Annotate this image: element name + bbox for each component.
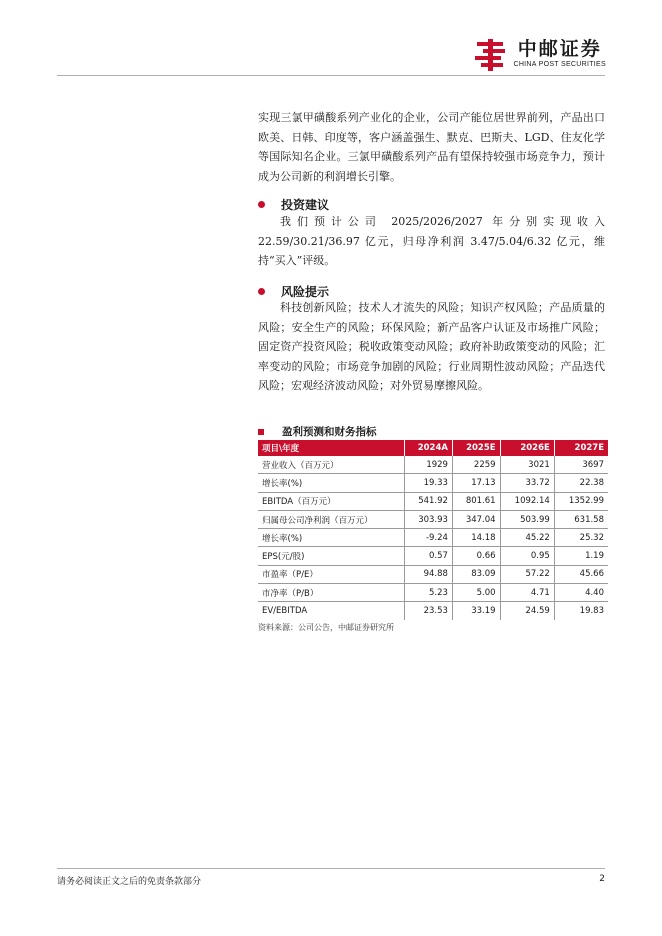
logo-chinese-text: 中邮证券 <box>517 38 602 60</box>
company-logo <box>473 38 606 72</box>
value-cell: 503.99 <box>500 510 554 528</box>
value-cell: 24.59 <box>500 602 554 620</box>
value-cell: 4.40 <box>554 584 608 602</box>
table-title <box>258 424 377 439</box>
header-cell: 2024A <box>404 440 452 456</box>
table-row <box>258 492 608 510</box>
value-cell: 33.72 <box>500 474 554 492</box>
value-cell: 25.32 <box>554 529 608 547</box>
table-row <box>258 510 608 528</box>
value-cell: 23.53 <box>404 602 452 620</box>
value-cell: 45.66 <box>554 565 608 583</box>
table-row <box>258 547 608 565</box>
row-label-cell: 市盈率（P/E） <box>258 565 404 583</box>
header-cell: 2026E <box>500 440 554 456</box>
value-cell: 0.66 <box>452 547 500 565</box>
row-label-cell: EV/EBITDA <box>262 606 308 617</box>
table-row <box>258 565 608 583</box>
header-cell: 2027E <box>554 440 608 456</box>
header-cell: 2025E <box>452 440 500 456</box>
value-cell: 14.18 <box>452 529 500 547</box>
table-title-text: 盈利预测和财务指标 <box>282 426 377 438</box>
china-post-logo-icon <box>473 38 509 72</box>
value-cell: 94.88 <box>404 565 452 583</box>
value-cell: 33.19 <box>452 602 500 620</box>
footer-divider <box>57 868 605 869</box>
value-cell: 83.09 <box>452 565 500 583</box>
value-cell: 45.22 <box>500 529 554 547</box>
intro-paragraph: 实现三氯甲磺酸系列产业化的企业，公司产能位居世界前列，产品出口欧美、日韩、印度等，客户涵盖强生、默克、巴斯夫、LGD、住友化学等国际知名企业。三氯甲磺酸系列产品有望保持较强市场竞争力，预计成为公司新的利润增长引擎。 <box>258 111 605 183</box>
table-row <box>258 474 608 492</box>
square-bullet-icon <box>258 429 264 435</box>
value-cell: 0.57 <box>404 547 452 565</box>
value-cell: 17.13 <box>452 474 500 492</box>
value-cell: 3021 <box>500 456 554 474</box>
value-cell: 4.71 <box>500 584 554 602</box>
row-label-cell: 市净率（P/B） <box>258 584 404 602</box>
table-header-row <box>258 440 608 456</box>
value-cell: 57.22 <box>500 565 554 583</box>
table-body <box>258 456 608 620</box>
value-cell: 3697 <box>554 456 608 474</box>
value-cell: 19.33 <box>404 474 452 492</box>
value-cell: 631.58 <box>554 510 608 528</box>
bullet-icon <box>258 201 265 208</box>
row-label-cell: EPS(元/股) <box>258 547 404 565</box>
value-cell: 1929 <box>404 456 452 474</box>
value-cell: 22.38 <box>554 474 608 492</box>
risk-warning-body: 科技创新风险；技术人才流失的风险；知识产权风险；产品质量的风险；安全生产的风险；环保风险；新产品客户认证及市场推广风险；固定资产投资风险；税收政策变动风险；政府补助政策变动的风险；汇率变动的风险；市场竞争加剧的风险；行业周期性波动风险；产品迭代风险；宏观经济波动风险；对外贸易摩擦风险。 <box>258 301 605 392</box>
table-source-note: 资料来源：公司公告，中邮证券研究所 <box>258 623 394 632</box>
value-cell: 1092.14 <box>500 492 554 510</box>
section-title: 投资建议 <box>281 198 330 212</box>
value-cell: 2259 <box>452 456 500 474</box>
section-investment-advice <box>258 196 329 213</box>
table-row <box>258 456 608 474</box>
row-label-cell: 增长率(%) <box>258 529 404 547</box>
table-row <box>258 529 608 547</box>
row-label-cell: 增长率(%) <box>258 474 404 492</box>
financial-forecast-table <box>258 440 608 620</box>
row-label-cell: 营业收入（百万元） <box>258 456 404 474</box>
investment-advice-body: 我们预计公司 2025/2026/2027 年分别实现收入 22.59/30.21/36.97 亿元，归母净利润 3.47/5.04/6.32 亿元，维持“买入”评级。 <box>258 215 605 267</box>
value-cell: 1352.99 <box>554 492 608 510</box>
value-cell: 347.04 <box>452 510 500 528</box>
value-cell: 5.00 <box>452 584 500 602</box>
value-cell: 801.61 <box>452 492 500 510</box>
table-row <box>258 584 608 602</box>
logo-english-text: CHINA POST SECURITIES <box>513 61 606 68</box>
value-cell: 1.19 <box>554 547 608 565</box>
bullet-icon <box>258 288 265 295</box>
section-title: 风险提示 <box>281 285 330 299</box>
header-cell: 项目\年度 <box>258 440 404 456</box>
value-cell: 541.92 <box>404 492 452 510</box>
value-cell: 0.95 <box>500 547 554 565</box>
table-row <box>258 602 608 620</box>
value-cell: -9.24 <box>404 529 452 547</box>
row-label-cell: 归属母公司净利润（百万元） <box>258 510 404 528</box>
value-cell: 5.23 <box>404 584 452 602</box>
row-label-cell: EBITDA（百万元） <box>258 492 404 510</box>
value-cell: 303.93 <box>404 510 452 528</box>
footer-disclaimer: 请务必阅读正文之后的免责条款部分 <box>57 877 202 887</box>
page-number: 2 <box>599 874 605 884</box>
header-divider <box>57 75 605 76</box>
value-cell: 19.83 <box>554 602 608 620</box>
